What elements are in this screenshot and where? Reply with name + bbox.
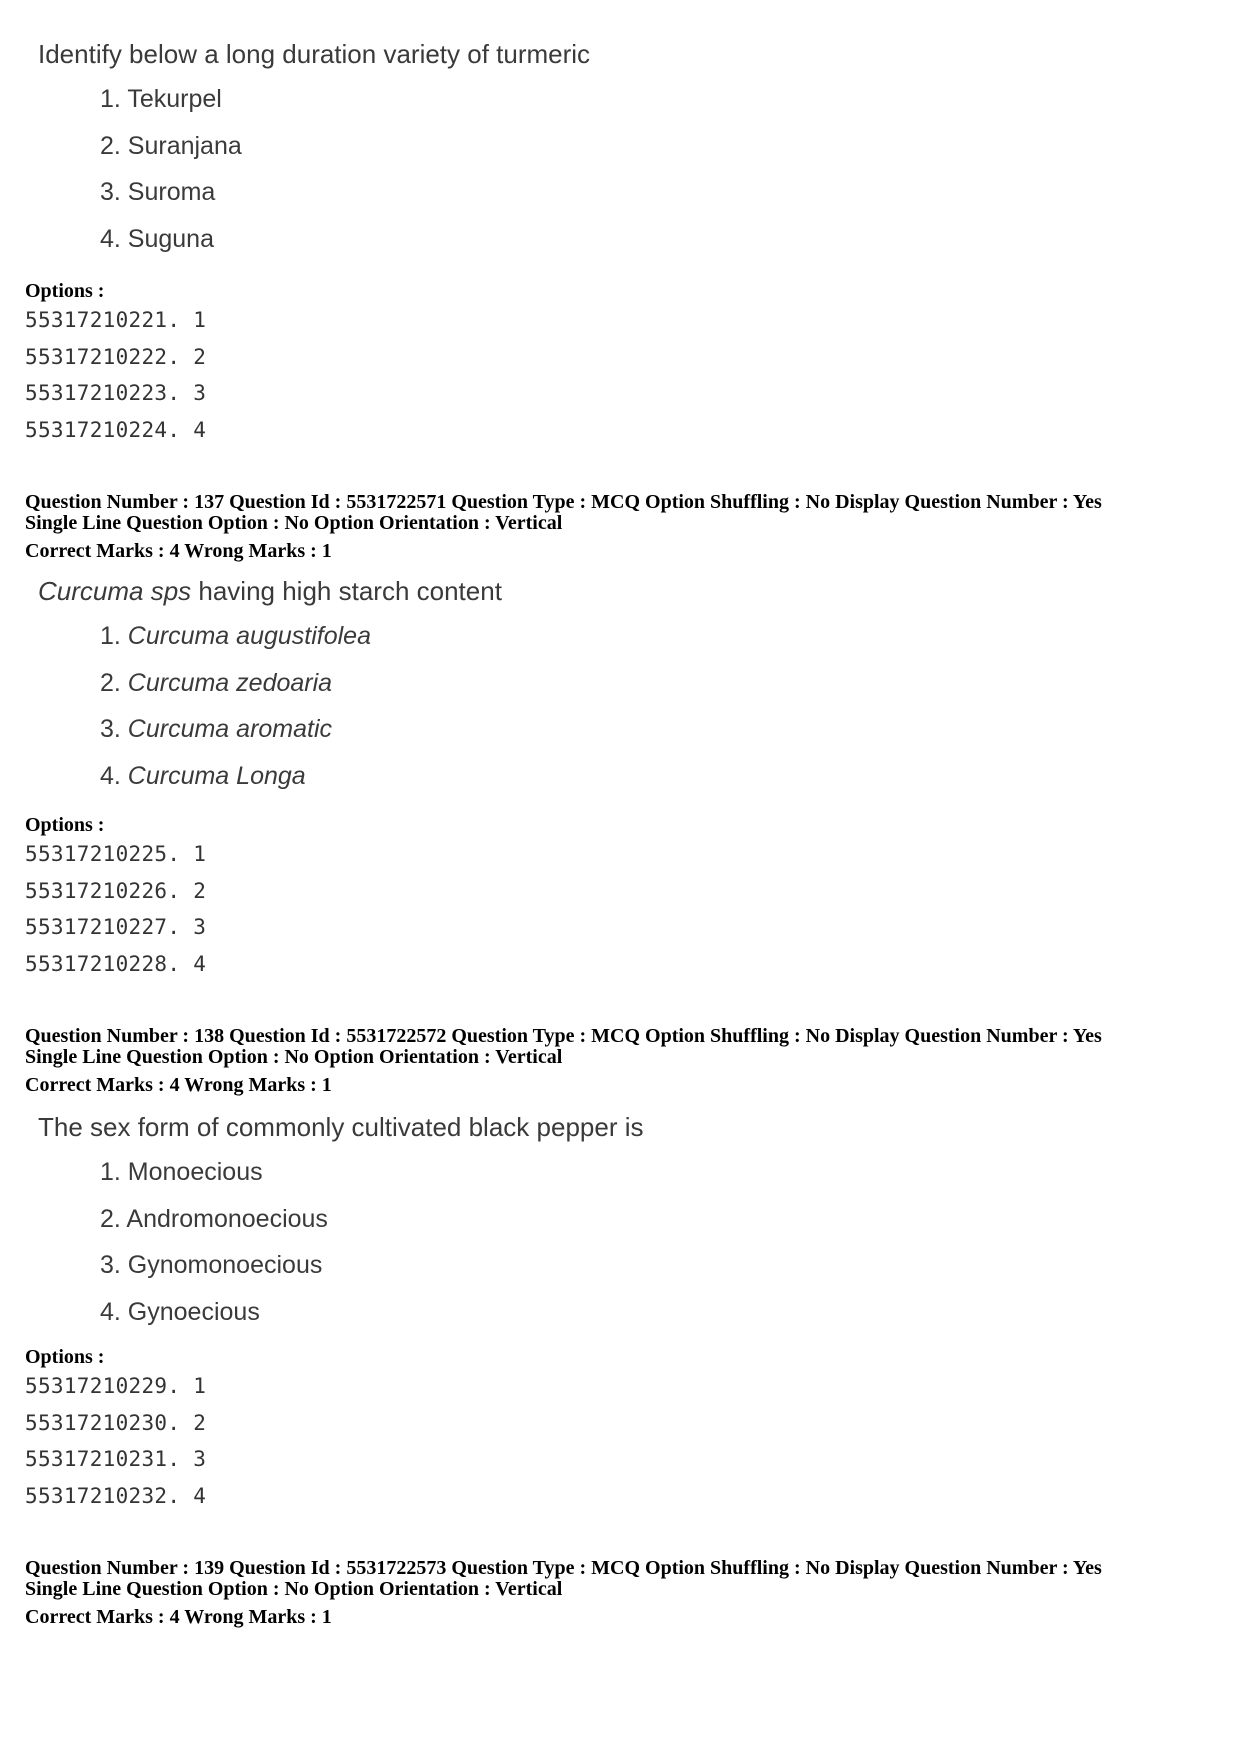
options-label: Options :	[25, 814, 105, 836]
question-137-image	[38, 569, 502, 799]
question-138-meta	[25, 1026, 1102, 1096]
question-marks: Correct Marks : 4 Wrong Marks : 1	[25, 540, 332, 562]
question-meta-line: Single Line Question Option : No Option Orientation : Vertical	[25, 512, 563, 534]
option-item: 55317210225. 1	[25, 842, 207, 866]
option-item: 55317210222. 2	[25, 344, 207, 369]
question-choice: 4. Gynoecious	[100, 1297, 260, 1326]
option-item: 55317210223. 3	[25, 381, 207, 406]
option-item: 55317210227. 3	[25, 915, 207, 940]
option-list	[25, 1368, 206, 1514]
question-meta-line: Single Line Question Option : No Option Orientation : Vertical	[25, 1046, 563, 1068]
option-item: 55317210224. 4	[25, 417, 207, 442]
question-choice	[100, 706, 502, 753]
option-item: 55317210226. 2	[25, 878, 207, 903]
question-stem: The sex form of commonly cultivated black pepper is	[38, 1112, 644, 1142]
choice-name: Curcuma aromatic	[127, 715, 333, 743]
question-choice	[100, 613, 502, 660]
stem-rest: having high starch content	[191, 576, 502, 606]
question-137-meta	[25, 492, 1102, 562]
question-stem	[38, 569, 502, 613]
option-item: 55317210228. 4	[25, 951, 207, 976]
option-item: 55317210232. 4	[25, 1483, 207, 1508]
question-choice	[100, 660, 502, 707]
option-item: 55317210231. 3	[25, 1447, 207, 1472]
question-stem: Identify below a long duration variety of turmeric	[38, 39, 591, 69]
question-choice: 1. Monoecious	[100, 1158, 263, 1186]
options-label: Options :	[25, 280, 105, 302]
question-meta-line: Question Number : 138 Question Id : 5531722572 Question Type : MCQ Option Shuffling : No Display Question Number : Yes	[25, 1025, 1102, 1047]
option-item: 55317210221. 1	[25, 308, 207, 332]
option-list	[25, 302, 206, 448]
choice-name: Curcuma Longa	[127, 761, 306, 790]
choice-name: Curcuma zedoaria	[127, 668, 333, 697]
question-choice: 2. Suranjana	[100, 131, 242, 160]
question-choice: 2. Andromonoecious	[100, 1204, 328, 1233]
question-choice	[100, 753, 502, 800]
question-138-image	[38, 1105, 643, 1335]
question-meta-line: Question Number : 137 Question Id : 5531722571 Question Type : MCQ Option Shuffling : No Display Question Number : Yes	[25, 491, 1102, 513]
choice-number: 1.	[100, 622, 128, 650]
question-choice: 1. Tekurpel	[100, 85, 222, 113]
choice-name: Curcuma augustifolea	[127, 622, 371, 650]
question-marks: Correct Marks : 4 Wrong Marks : 1	[25, 1606, 332, 1628]
options-label: Options :	[25, 1346, 105, 1368]
question-choice: 3. Suroma	[100, 178, 216, 206]
question-choice: 3. Gynomonoecious	[100, 1251, 323, 1279]
question-choice: 4. Suguna	[100, 224, 214, 253]
question-139-meta	[25, 1558, 1102, 1628]
option-item: 55317210230. 2	[25, 1410, 207, 1435]
option-list	[25, 836, 206, 982]
choice-number: 2.	[100, 668, 128, 697]
choice-number: 4.	[100, 761, 128, 790]
option-item: 55317210229. 1	[25, 1374, 207, 1398]
choice-number: 3.	[100, 715, 128, 743]
question-meta-line: Single Line Question Option : No Option Orientation : Vertical	[25, 1578, 563, 1600]
stem-italic: Curcuma sps	[38, 576, 192, 606]
question-marks: Correct Marks : 4 Wrong Marks : 1	[25, 1074, 332, 1096]
question-136-image	[38, 32, 590, 262]
question-meta-line: Question Number : 139 Question Id : 5531722573 Question Type : MCQ Option Shuffling : No Display Question Number : Yes	[25, 1557, 1102, 1579]
